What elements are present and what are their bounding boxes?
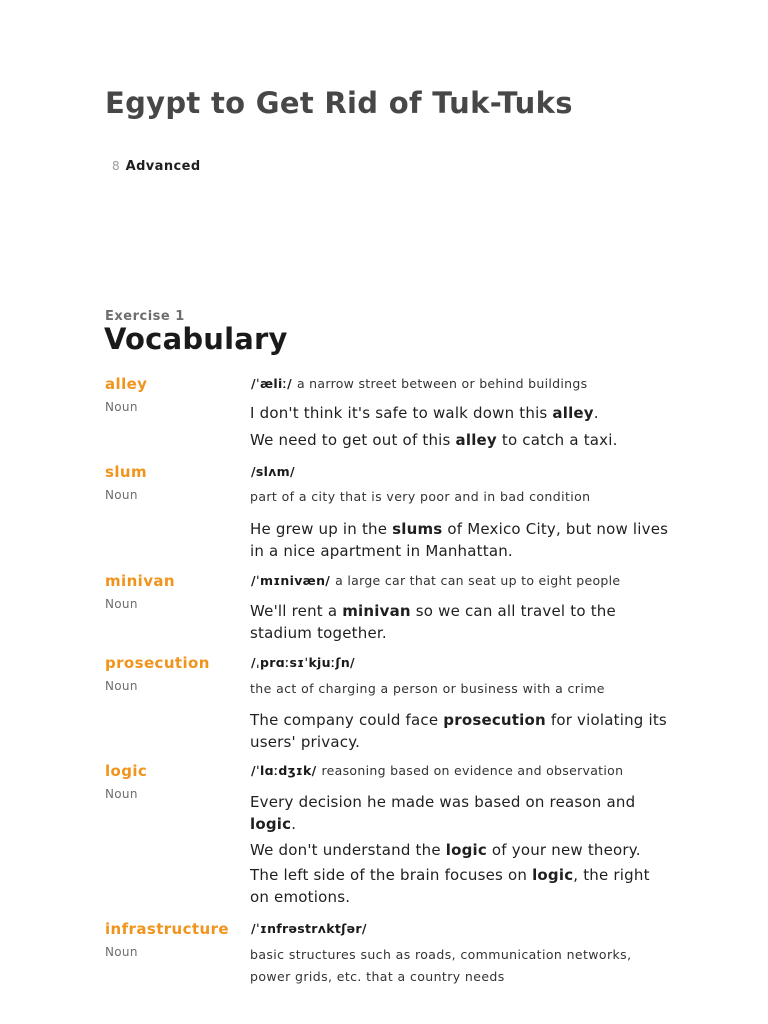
example-sentence: I don't think it's safe to walk down this alley. <box>250 404 599 422</box>
vocab-word: slum <box>105 463 147 481</box>
vocab-word: prosecution <box>105 654 210 672</box>
example-sentence: We'll rent a minivan so we can all travel to the stadium together. <box>250 602 616 642</box>
definition: a large car that can seat up to eight people <box>335 573 621 588</box>
pronunciation-definition <box>251 573 620 588</box>
definition: part of a city that is very poor and in bad condition <box>250 489 591 504</box>
pronunciation: /ˌprɑːsɪˈkjuːʃn/ <box>251 655 355 670</box>
level-number: 8 <box>112 159 120 173</box>
vocab-word: minivan <box>105 572 175 590</box>
definition: a narrow street between or behind buildings <box>296 376 588 391</box>
pronunciation: /ˈmɪnivæn/ <box>251 573 331 588</box>
example-sentence: We need to get out of this alley to catch a taxi. <box>250 431 618 449</box>
definition: basic structures such as roads, communication networks, power grids, etc. that a country needs <box>250 947 632 984</box>
definition: the act of charging a person or business with a crime <box>250 681 605 696</box>
level-label: Advanced <box>125 159 201 174</box>
definition: reasoning based on evidence and observation <box>321 763 624 778</box>
pronunciation: /slʌm/ <box>251 464 295 479</box>
part-of-speech: Noun <box>105 679 138 693</box>
section-title: Vocabulary <box>104 322 288 356</box>
exercise-label: Exercise 1 <box>105 309 185 324</box>
part-of-speech: Noun <box>105 597 138 611</box>
example-sentence: We don't understand the logic of your new theory. <box>250 841 641 859</box>
vocab-word: infrastructure <box>105 920 229 938</box>
example-sentence: He grew up in the slums of Mexico City, but now lives in a nice apartment in Manhattan. <box>250 520 669 560</box>
part-of-speech: Noun <box>105 400 138 414</box>
pronunciation-definition <box>251 376 587 391</box>
vocab-word: alley <box>105 375 148 393</box>
example-sentence: The company could face prosecution for violating its users' privacy. <box>250 711 667 751</box>
article-title: Egypt to Get Rid of Tuk-Tuks <box>105 86 573 120</box>
pronunciation: /ˈlɑːdʒɪk/ <box>251 763 317 778</box>
vocab-word: logic <box>105 762 148 780</box>
pronunciation-definition <box>251 763 623 778</box>
part-of-speech: Noun <box>105 945 138 959</box>
level-indicator <box>112 159 201 174</box>
part-of-speech: Noun <box>105 488 138 502</box>
example-sentence: Every decision he made was based on reason and logic. <box>250 793 636 833</box>
pronunciation: /ˈæliː/ <box>251 376 292 391</box>
part-of-speech: Noun <box>105 787 138 801</box>
pronunciation: /ˈɪnfrəstrʌktʃər/ <box>251 921 367 936</box>
example-sentence: The left side of the brain focuses on logic, the right on emotions. <box>250 866 650 906</box>
